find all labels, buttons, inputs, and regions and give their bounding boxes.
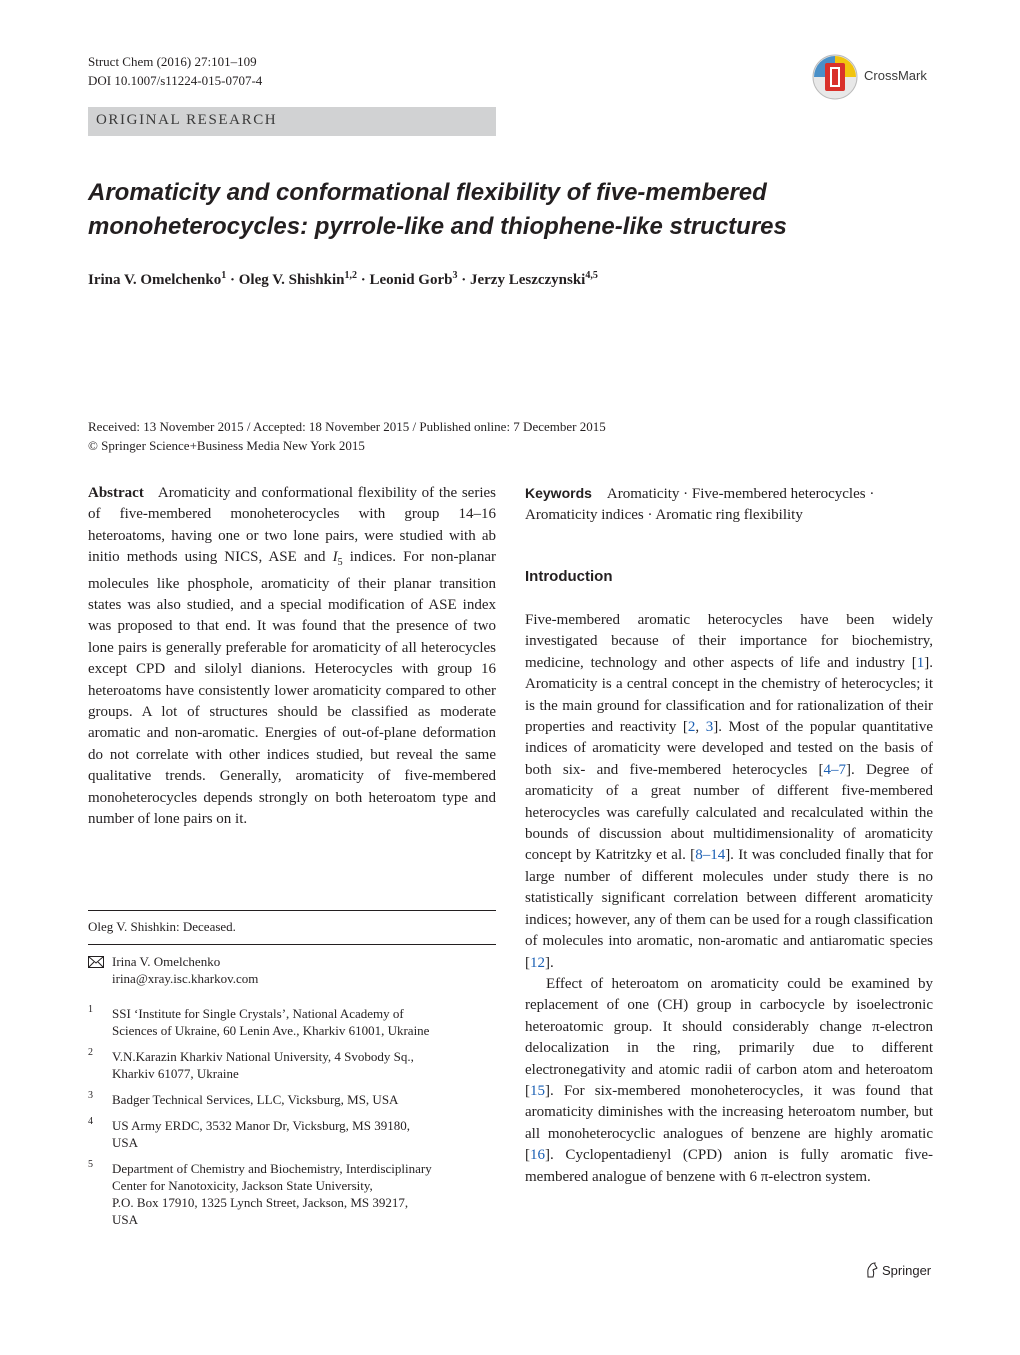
abstract-label: Abstract bbox=[88, 485, 144, 501]
article-title bbox=[88, 176, 948, 244]
paragraph-text: ]. Degree of aromaticity of a great number of different five-membered heterocycles was carefully calculated and recalculated within the bounds of discussion about multidimensionality of aromaticity concept by Katritzky et al. [ bbox=[525, 761, 933, 864]
affiliation-line: Department of Chemistry and Biochemistry, Interdisciplinary bbox=[112, 1161, 432, 1176]
publisher-name: Springer bbox=[882, 1263, 932, 1278]
affiliation-line: Badger Technical Services, LLC, Vicksburg, MS, USA bbox=[112, 1092, 399, 1107]
paragraph-text: ]. For six-membered monoheterocycles, it was found that aromaticity diminishes with the increasing heteroatom number, but all monoheterocyclic analogues of benzene are highly aromatic [ bbox=[525, 1082, 933, 1164]
affiliation-line: Kharkiv 61077, Ukraine bbox=[112, 1066, 239, 1081]
publisher-footer bbox=[865, 1262, 931, 1278]
affiliation bbox=[88, 1160, 496, 1230]
affiliation-line: USA bbox=[112, 1212, 139, 1227]
author-separator: · bbox=[461, 272, 467, 288]
reference-link[interactable]: 8–14 bbox=[695, 847, 726, 864]
affiliation bbox=[88, 1005, 496, 1041]
title-line-1: Aromaticity and conformational flexibility of five-membered bbox=[88, 179, 767, 206]
crossmark-icon bbox=[812, 52, 858, 102]
abstract-text-cont: indices. For non-planar molecules like phosphole, aromaticity of their planar transition states was also studied, and a special modification of ASE index was proposed to that end. It was found that the presence of two lone pairs is generally preferable for aromaticity of all heterocycles except CPD and silolyl dianions. Heterocycles with group 16 heteroatoms have consistently lower aromaticity compared to other groups. A lot of structures should be classified as moderate aromatic and non-aromatic. Energies of out-of-plane deformation do not correlate with other indices studied, but reveal the same qualitative trends. Generally, aromaticity of five-membered monoheterocycles depends strongly on both heteroatom type and number of lone pairs on it. bbox=[88, 549, 496, 828]
history-line: Received: 13 November 2015 / Accepted: 18 November 2015 / Published online: 7 December 2015 bbox=[88, 419, 606, 434]
author-separator: · bbox=[229, 272, 235, 288]
paragraph-text: ]. Cyclopentadienyl (CPD) anion is fully aromatic five-membered analogue of benzene with 6 π-electron system. bbox=[525, 1147, 933, 1185]
paragraph-text: , bbox=[695, 719, 706, 736]
author-affil: 1 bbox=[221, 270, 227, 281]
author-name[interactable]: Irina V. Omelchenko bbox=[88, 272, 222, 288]
copyright-line: © Springer Science+Business Media New York 2015 bbox=[88, 438, 365, 453]
author-affil: 4,5 bbox=[585, 270, 598, 281]
journal-citation: Struct Chem (2016) 27:101–109 bbox=[88, 54, 257, 69]
introduction-body bbox=[525, 610, 933, 1188]
paragraph-text: Effect of heteroatom on aromaticity could be examined by replacement of one (CH) group in carbocycle by isoelectronic heteroatomic group. It should considerably change π-electron delocalization in the ring, primarily due to different electronegativity and atomic radii of carbon atom and heteroatom [ bbox=[525, 975, 933, 1099]
abstract bbox=[88, 483, 496, 831]
affiliation-line: Sciences of Ukraine, 60 Lenin Ave., Kharkiv 61001, Ukraine bbox=[112, 1023, 430, 1038]
article-dates bbox=[88, 417, 606, 455]
affiliation-number: 1 bbox=[88, 1004, 93, 1015]
abstract-text: Aromaticity and conformational flexibility of the series of five-membered monoheterocycles with group 14–16 heteroatoms, having one or two lone pairs, were studied with ab initio methods using NICS, ASE and bbox=[88, 485, 497, 566]
reference-link[interactable]: 3 bbox=[705, 719, 714, 736]
doi[interactable]: DOI 10.1007/s11224-015-0707-4 bbox=[88, 73, 263, 88]
footnote-divider bbox=[88, 910, 496, 911]
reference-link[interactable]: 16 bbox=[530, 1147, 545, 1164]
paragraph-text: ]. bbox=[545, 954, 554, 971]
author-list bbox=[88, 270, 598, 289]
affiliation-line: US Army ERDC, 3532 Manor Dr, Vicksburg, MS 39180, bbox=[112, 1118, 410, 1133]
reference-link[interactable]: 4–7 bbox=[823, 761, 846, 778]
reference-link[interactable]: 1 bbox=[916, 654, 925, 671]
author-name[interactable]: Jerzy Leszczynski bbox=[469, 272, 586, 288]
affiliation-number: 3 bbox=[88, 1090, 93, 1101]
author-affil: 3 bbox=[452, 270, 458, 281]
paragraph-text: ]. Most of the popular quantitative indices of aromaticity were developed and tested on the basis of both six- and five-membered heterocycles [ bbox=[525, 719, 933, 778]
corresponding-email[interactable]: irina@xray.isc.kharkov.com bbox=[112, 971, 259, 986]
affiliation-line: USA bbox=[112, 1135, 139, 1150]
crossmark-label: CrossMark bbox=[864, 68, 927, 83]
affiliation-number: 4 bbox=[88, 1116, 93, 1127]
paragraph bbox=[525, 610, 933, 974]
affiliation-line: Center for Nanotoxicity, Jackson State University, bbox=[112, 1178, 373, 1193]
affiliation-number: 5 bbox=[88, 1159, 93, 1170]
corresponding-author bbox=[88, 953, 496, 993]
affiliation-line: P.O. Box 17910, 1325 Lynch Street, Jackson, MS 39217, bbox=[112, 1195, 409, 1210]
keywords-line-2: Aromaticity indices · Aromatic ring flexibility bbox=[525, 507, 803, 524]
reference-link[interactable]: 12 bbox=[530, 954, 545, 971]
author-separator: · bbox=[360, 272, 366, 288]
author-name[interactable]: Leonid Gorb bbox=[369, 272, 453, 288]
article-meta bbox=[88, 52, 262, 90]
paragraph bbox=[525, 974, 933, 1188]
corresponding-name: Irina V. Omelchenko bbox=[112, 954, 221, 969]
keywords-label: Keywords bbox=[525, 485, 592, 501]
affiliation bbox=[88, 1117, 496, 1153]
paragraph-text: ]. Aromaticity is a central concept in the chemistry of heterocycles; it is the main ground for classification and for rationalization of their properties and reactivity [ bbox=[525, 654, 933, 736]
author-affil: 1,2 bbox=[344, 270, 357, 281]
affiliation bbox=[88, 1091, 496, 1111]
index-subscript: 5 bbox=[337, 557, 343, 569]
affiliation-line: V.N.Karazin Kharkiv National University, 4 Svobody Sq., bbox=[112, 1049, 414, 1064]
section-band bbox=[88, 107, 496, 136]
affiliation-number: 2 bbox=[88, 1047, 93, 1058]
springer-horse-icon bbox=[865, 1262, 879, 1278]
crossmark-badge[interactable] bbox=[812, 52, 934, 102]
deceased-note: Oleg V. Shishkin: Deceased. bbox=[88, 919, 236, 934]
keywords-line-1: Aromaticity · Five-membered heterocycles · bbox=[606, 486, 875, 502]
index-symbol: I bbox=[332, 549, 338, 566]
reference-link[interactable]: 2 bbox=[687, 719, 696, 736]
envelope-icon bbox=[88, 956, 104, 968]
affiliation bbox=[88, 1048, 496, 1084]
section-label: ORIGINAL RESEARCH bbox=[96, 112, 278, 128]
paragraph-text: ]. It was concluded finally that for large number of different molecules under study there is no statistically significant correlation between different aromaticity indices; however, any of them can be used for a rough classification of molecules into aromatic, non-aromatic and antiaromatic species [ bbox=[525, 847, 933, 971]
reference-link[interactable]: 15 bbox=[530, 1082, 545, 1099]
author-name[interactable]: Oleg V. Shishkin bbox=[238, 272, 345, 288]
paragraph-text: Five-membered aromatic heterocycles have been widely investigated because of their importance for biochemistry, medicine, technology and other aspects of life and industry [ bbox=[525, 612, 933, 671]
keywords bbox=[525, 483, 933, 527]
title-line-2: monoheterocycles: pyrrole-like and thiophene-like structures bbox=[88, 213, 787, 240]
footnote-divider bbox=[88, 944, 496, 945]
section-heading-introduction: Introduction bbox=[525, 568, 613, 585]
affiliation-line: SSI ‘Institute for Single Crystals’, National Academy of bbox=[112, 1006, 404, 1021]
